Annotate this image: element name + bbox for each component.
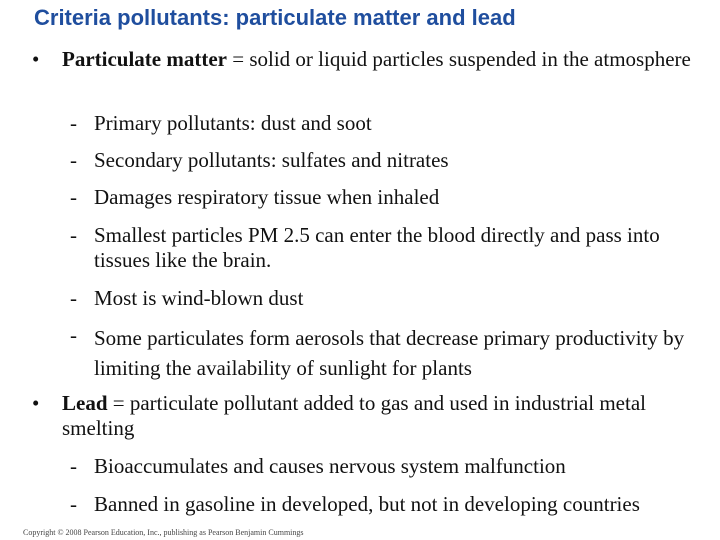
bullet-dot: • xyxy=(32,391,40,415)
sub-item xyxy=(70,223,700,273)
bullet-definition: = particulate pollutant added to gas and used in industrial metal smelting xyxy=(62,391,646,440)
bullet-particulate-matter xyxy=(32,47,692,72)
page-title: Criteria pollutants: particulate matter and lead xyxy=(34,5,516,30)
bullet-dot: • xyxy=(32,47,40,71)
bullet-definition: = solid or liquid particles suspended in the atmosphere xyxy=(227,47,691,71)
bullet-term: Lead xyxy=(62,391,108,415)
sub-item xyxy=(70,323,700,383)
sub-item-text: Some particulates form aerosols that decrease primary productivity by limiting the availability of sunlight for plants xyxy=(94,326,685,380)
sub-item xyxy=(70,492,700,517)
sub-dash: - xyxy=(70,286,77,310)
sub-item xyxy=(70,185,700,210)
copyright-footer: Copyright © 2008 Pearson Education, Inc., publishing as Pearson Benjamin Cummings xyxy=(23,528,304,537)
sub-item-text: Smallest particles PM 2.5 can enter the blood directly and pass into tissues like the brain. xyxy=(94,223,660,272)
sub-item-text: Most is wind-blown dust xyxy=(94,286,304,310)
sub-item-text: Banned in gasoline in developed, but not in developing countries xyxy=(94,492,640,516)
bullet-term: Particulate matter xyxy=(62,47,227,71)
sub-dash: - xyxy=(70,111,77,135)
sub-item xyxy=(70,148,700,173)
sub-dash: - xyxy=(70,454,77,478)
sub-dash: - xyxy=(70,323,77,347)
sub-item-text: Bioaccumulates and causes nervous system malfunction xyxy=(94,454,566,478)
sub-dash: - xyxy=(70,492,77,516)
sub-dash: - xyxy=(70,223,77,247)
sub-item xyxy=(70,111,700,136)
bullet-lead xyxy=(32,391,692,441)
sub-dash: - xyxy=(70,148,77,172)
sub-item-text: Primary pollutants: dust and soot xyxy=(94,111,372,135)
sub-item xyxy=(70,454,700,479)
sub-item xyxy=(70,286,700,311)
sub-dash: - xyxy=(70,185,77,209)
sub-item-text: Secondary pollutants: sulfates and nitrates xyxy=(94,148,449,172)
sub-item-text: Damages respiratory tissue when inhaled xyxy=(94,185,440,209)
